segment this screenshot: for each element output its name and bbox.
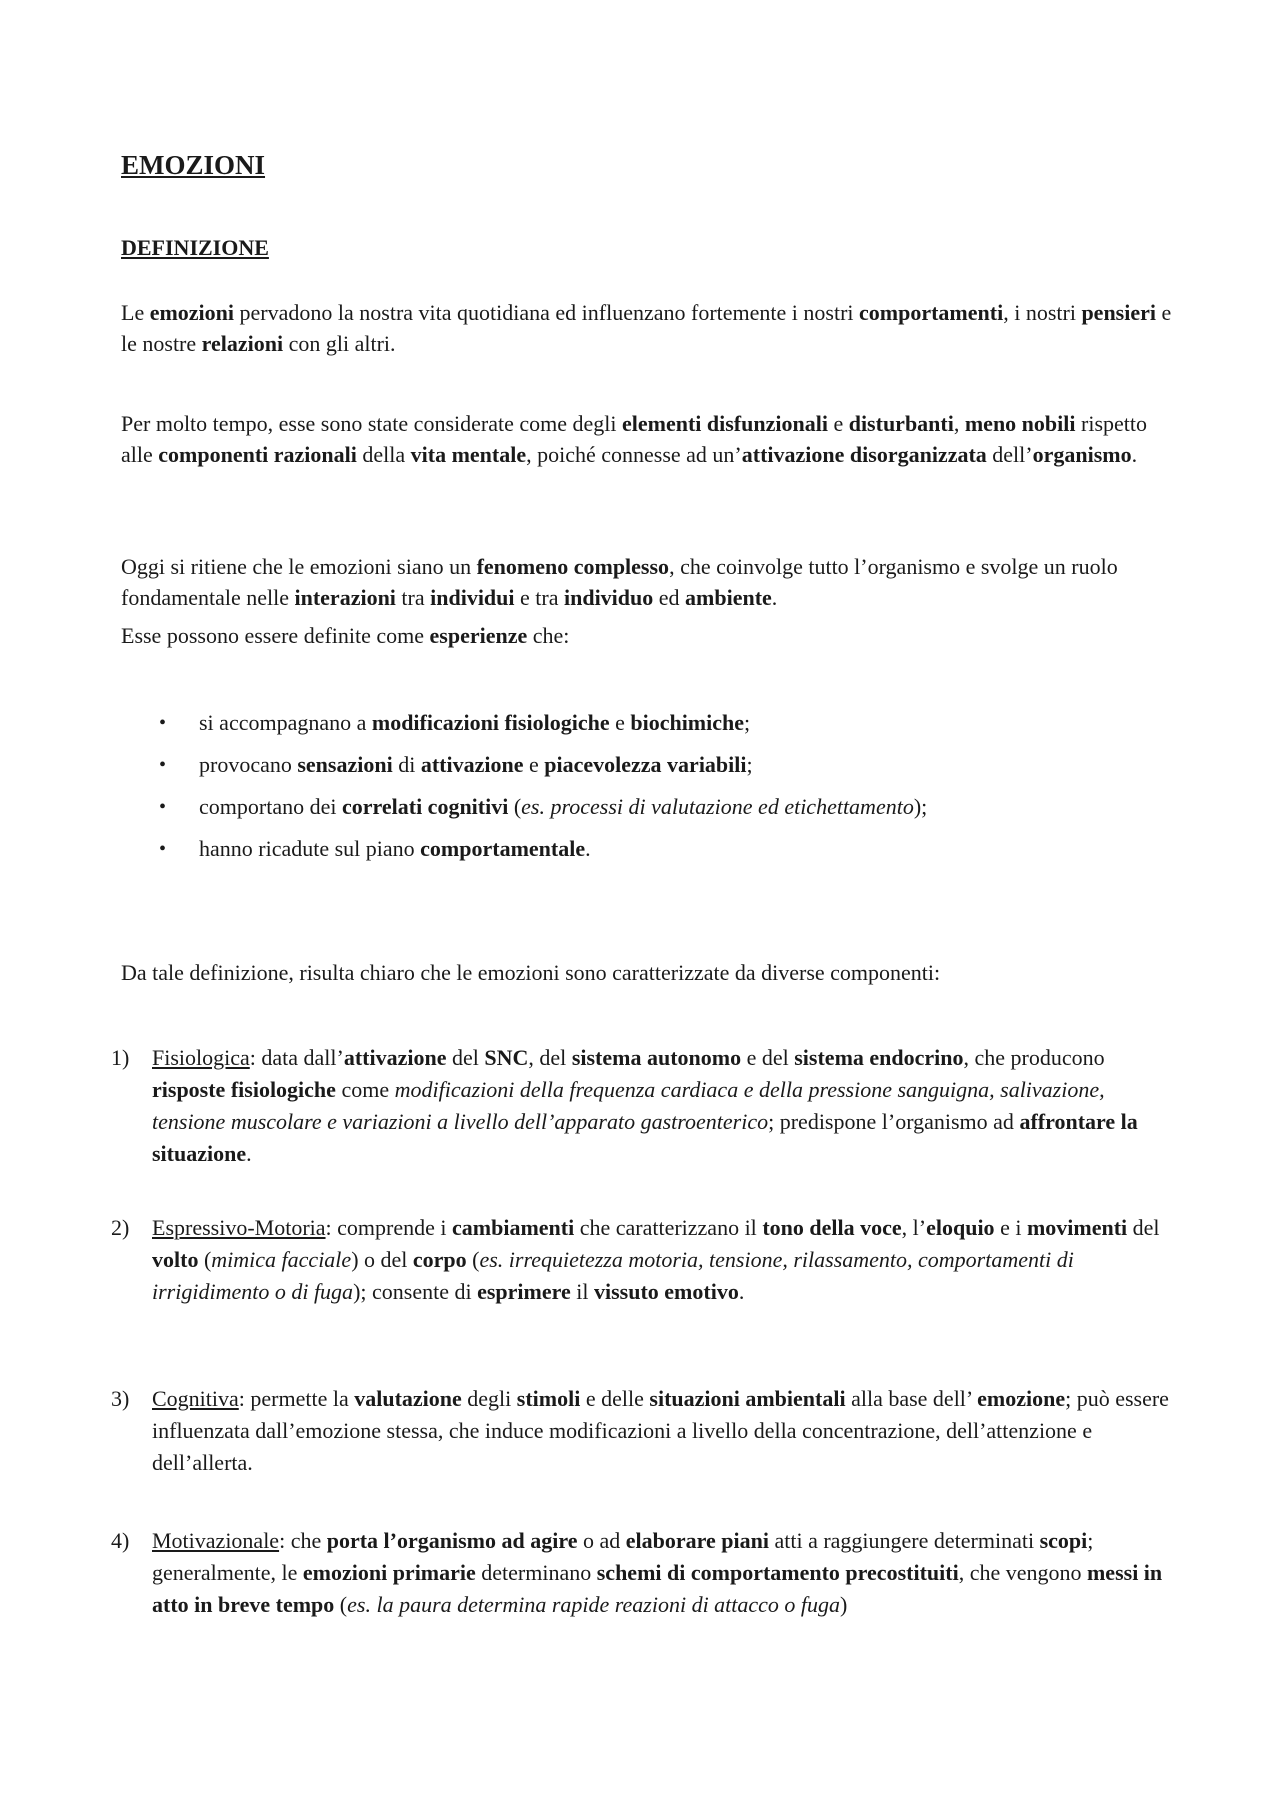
component-label: Espressivo-Motoria bbox=[152, 1215, 326, 1240]
list-item: • comportano dei correlati cognitivi (es. processi di valutazione ed etichettamento); bbox=[121, 786, 1176, 828]
component-text: Cognitiva: permette la valutazione degli stimoli e delle situazioni ambientali alla base dell’ emozione; può essere influenzata dall’emozione stessa, che induce modificazioni a livello della concentrazione, dell’attenzione e dell’allerta. bbox=[152, 1386, 1169, 1475]
paragraph-history: Per molto tempo, esse sono state considerate come degli elementi disfunzionali e disturbanti, meno nobili rispetto alle componenti razionali della vita mentale, poiché connesse ad un’attivazione disorganizzata dell’organismo. bbox=[121, 411, 1147, 467]
paragraph-components-intro: Da tale definizione, risulta chiaro che le emozioni sono caratterizzate da diverse componenti: bbox=[121, 960, 941, 985]
page-title: EMOZIONI bbox=[121, 150, 266, 180]
component-label: Cognitiva bbox=[152, 1386, 239, 1411]
component-item bbox=[111, 1525, 1181, 1621]
component-item bbox=[111, 1042, 1181, 1170]
section-heading: DEFINIZIONE bbox=[121, 235, 269, 260]
bullet-list bbox=[121, 702, 1176, 870]
paragraph-today: Oggi si ritiene che le emozioni siano un fenomeno complesso, che coinvolge tutto l’organismo e svolge un ruolo fondamentale nelle interazioni tra individui e tra individuo ed ambiente. bbox=[121, 554, 1118, 610]
bullet-icon: • bbox=[159, 796, 167, 818]
list-item: • hanno ricadute sul piano comportamentale. bbox=[121, 828, 1176, 870]
component-item bbox=[111, 1212, 1181, 1308]
item-number: 1) bbox=[111, 1045, 130, 1070]
list-item: • si accompagnano a modificazioni fisiologiche e biochimiche; bbox=[121, 702, 1176, 744]
list-item: • provocano sensazioni di attivazione e piacevolezza variabili; bbox=[121, 744, 1176, 786]
paragraph-intro: Le emozioni pervadono la nostra vita quotidiana ed influenzano fortemente i nostri comportamenti, i nostri pensieri e le nostre relazioni con gli altri. bbox=[121, 300, 1172, 356]
component-label: Fisiologica bbox=[152, 1045, 250, 1070]
paragraph-definition: Esse possono essere definite come esperienze che: bbox=[121, 623, 570, 648]
component-text: Motivazionale: che porta l’organismo ad agire o ad elaborare piani atti a raggiungere determinati scopi; generalmente, le emozioni primarie determinano schemi di comportamento precostituiti, che vengono messi in atto in breve tempo (es. la paura determina rapide reazioni di attacco o fuga) bbox=[152, 1528, 1163, 1617]
bullet-icon: • bbox=[159, 754, 167, 776]
item-number: 2) bbox=[111, 1215, 130, 1240]
component-label: Motivazionale bbox=[152, 1528, 280, 1553]
item-number: 3) bbox=[111, 1386, 130, 1411]
component-item bbox=[111, 1383, 1181, 1479]
item-number: 4) bbox=[111, 1528, 130, 1553]
component-text: Espressivo-Motoria: comprende i cambiamenti che caratterizzano il tono della voce, l’eloquio e i movimenti del volto (mimica facciale) o del corpo (es. irrequietezza motoria, tensione, rilassamento, comportamenti di irrigidimento o di fuga); consente di esprimere il vissuto emotivo. bbox=[152, 1215, 1160, 1304]
bullet-icon: • bbox=[159, 712, 167, 734]
component-text: Fisiologica: data dall’attivazione del SNC, del sistema autonomo e del sistema endocrino, che producono risposte fisiologiche come modificazioni della frequenza cardiaca e della pressione sanguigna, salivazione, tensione muscolare e variazioni a livello dell’apparato gastroenterico; predispone l’organismo ad affrontare la situazione. bbox=[152, 1045, 1138, 1166]
bullet-icon: • bbox=[159, 838, 167, 860]
